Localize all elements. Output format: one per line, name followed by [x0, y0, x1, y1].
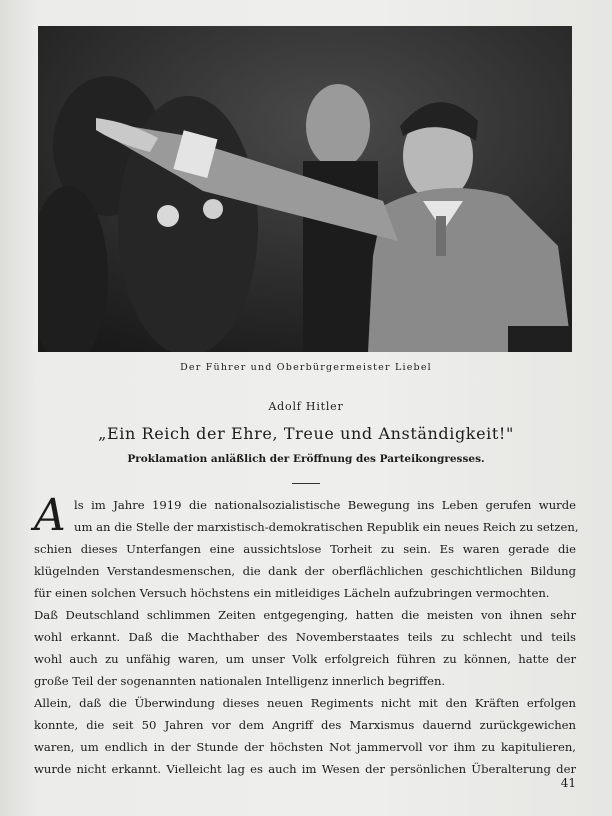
text-line: wohl auch zu unfähig waren, um unser Volk erfolgreich führen zu können, hatte der — [34, 652, 576, 666]
page-number: 41 — [560, 776, 576, 790]
text-line: für einen solchen Versuch höchstens ein mitleidiges Lächeln aufzubringen vermochten. — [34, 586, 550, 600]
text-line: wurde nicht erkannt. Vielleicht lag es auch im Wesen der persönlichen Überalterung der — [34, 762, 576, 776]
text-line: um an die Stelle der marxistisch-demokratischen Republik ein neues Reich zu setzen, — [74, 520, 579, 534]
author-name: Adolf Hitler — [268, 400, 344, 413]
body-text — [34, 490, 579, 780]
text-line: Allein, daß die Überwindung dieses neuen Regiments nicht mit den Kräften erfolgen — [34, 696, 576, 710]
photo-caption: Der Führer und Oberbürgermeister Liebel — [180, 362, 432, 373]
text-line: ls im Jahre 1919 die nationalsozialistische Bewegung ins Leben gerufen wurde — [74, 498, 576, 512]
text-line: waren, um endlich in der Stunde der höchsten Not jammervoll vor ihm zu kapitulieren, — [34, 740, 576, 754]
text-line: konnte, die seit 50 Jahren vor dem Angriff des Marxismus dauernd zurückgewichen — [34, 718, 576, 732]
photograph — [38, 26, 572, 352]
text-line: große Teil der sogenannten nationalen Intelligenz innerlich begriffen. — [34, 674, 446, 688]
article-title: „Ein Reich der Ehre, Treue und Anständigkeit!" — [98, 424, 514, 443]
article-subtitle: Proklamation anläßlich der Eröffnung des Parteikongresses. — [127, 453, 485, 465]
text-line: klügelnden Verstandesmenschen, die dank der oberflächlichen geschichtlichen Bildung — [34, 564, 576, 578]
photograph-illustration — [38, 26, 572, 352]
drop-cap: A — [34, 490, 66, 541]
text-line: Daß Deutschland schlimmen Zeiten entgegenging, hatten die meisten von ihnen sehr — [34, 608, 576, 622]
divider — [292, 483, 320, 484]
text-line: wohl erkannt. Daß die Machthaber des Novemberstaates teils zu schlecht und teils — [34, 630, 576, 644]
text-line: schien dieses Unterfangen eine aussichtslose Torheit zu sein. Es waren gerade die — [34, 542, 576, 556]
